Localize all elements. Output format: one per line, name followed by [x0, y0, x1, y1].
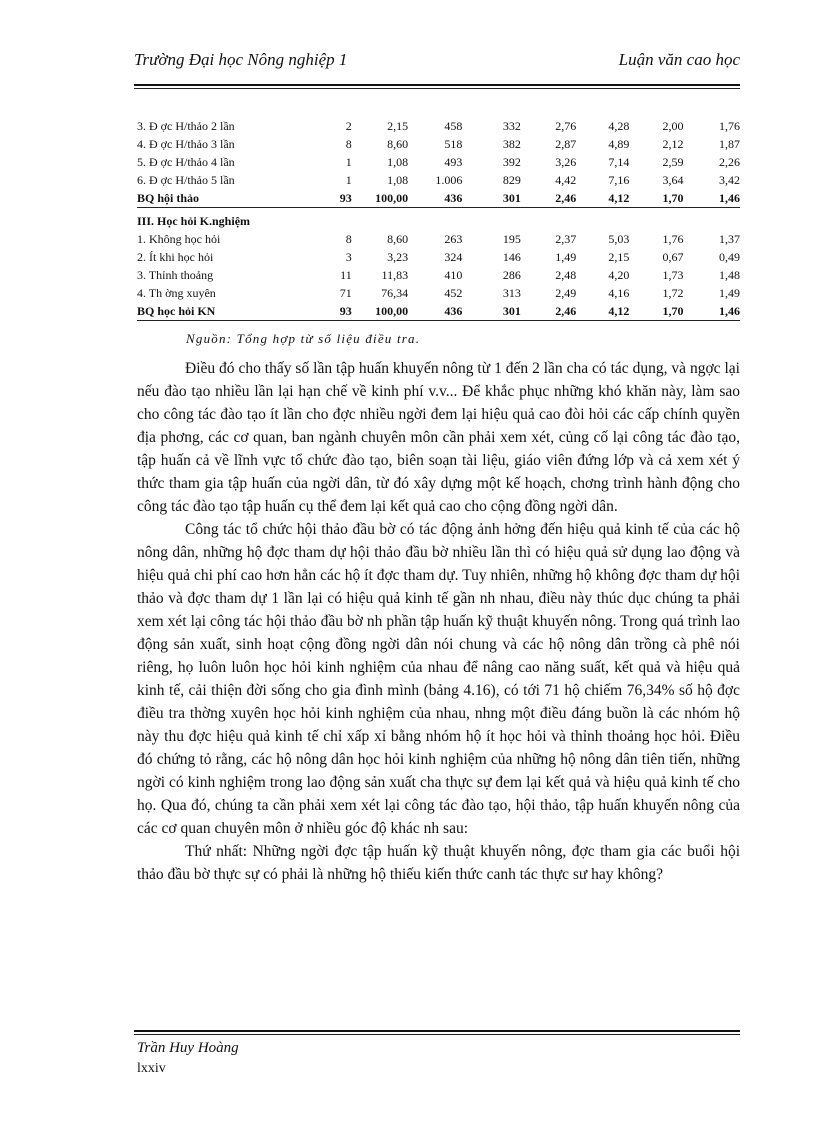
- table-row: [137, 189, 740, 208]
- table-cell: 458: [444, 119, 463, 133]
- table-cell: 76,34: [381, 286, 409, 300]
- table-row: [137, 117, 740, 135]
- table-cell: 2,49: [555, 286, 577, 300]
- table-cell: 1.006: [435, 173, 463, 187]
- table-row: [137, 266, 740, 284]
- table-cell: 100,00: [352, 189, 408, 208]
- table-cell: 1,70: [629, 302, 683, 321]
- table-cell: 8,60: [387, 232, 409, 246]
- header-university: Trường Đại học Nông nghiệp 1: [134, 50, 348, 69]
- table-row: [137, 248, 740, 266]
- section-row: [137, 208, 740, 231]
- table-cell: 829: [502, 173, 521, 187]
- page-number: lxxiv: [137, 1061, 166, 1076]
- row-label: 4. Th ờng xuyên: [137, 286, 216, 300]
- row-label: 3. Thỉnh thoảng: [137, 268, 214, 282]
- row-label: 2. Ít khi học hỏi: [137, 250, 214, 264]
- table-cell: 263: [444, 232, 463, 246]
- table-cell: 332: [502, 119, 521, 133]
- table-cell: 2,59: [662, 155, 684, 169]
- table-cell: 2,87: [555, 137, 577, 151]
- header-rule-thin: [134, 88, 740, 89]
- table-cell: 7,16: [608, 173, 630, 187]
- table-cell: 8,60: [387, 137, 409, 151]
- table-cell: 436: [408, 302, 462, 321]
- header-thesis-type: Luận văn cao học: [618, 50, 740, 69]
- table-cell: 1,49: [719, 286, 740, 300]
- table-cell: 93: [324, 189, 352, 208]
- table-cell: 493: [444, 155, 463, 169]
- table-cell: 4,28: [608, 119, 630, 133]
- table-cell: 286: [502, 268, 521, 282]
- row-label: 3. Đ ợc H/thảo 2 lần: [137, 119, 235, 133]
- table-cell: 4,16: [608, 286, 630, 300]
- table-cell: 392: [502, 155, 521, 169]
- table-cell: 100,00: [352, 302, 408, 321]
- row-label: 5. Đ ợc H/thảo 4 lần: [137, 155, 235, 169]
- table-cell: 2,15: [608, 250, 630, 264]
- table-cell: 4,89: [608, 137, 630, 151]
- table-cell: 1: [345, 155, 352, 169]
- paragraph: Điều đó cho thấy số lần tập huấn khuyến nông từ 1 đến 2 lần cha có tác dụng, và ngợc lại nếu đào tạo nhiều lần lại hạn chế về kinh phí v.v... Để khắc phục những khó khăn này, làm sao cho công tác đào tạo ít lần cho đợc nhiều ngời đem lại hiệu quả cao đòi hỏi các cấp chính quyền địa phơng, các cơ quan, ban ngành chuyên môn cần phải xem xét, củng cố lại công tác đào tạo, tập huấn cả về lĩnh vực tổ chức đào tạo, biên soạn tài liệu, giáo viên đứng lớp và cả xem xét ý thức tham gia tập huấn của ngời dân, từ đó xây dựng một kế hoạch, chơng trình hành động cho công tác đào tạo tập huấn cụ thể đem lại kết quả cao cho cộng đồng ngời dân.: [137, 360, 740, 515]
- row-label: BQ học hỏi KN: [137, 302, 324, 321]
- table-cell: 3,42: [719, 173, 740, 187]
- table-cell: 1,37: [719, 232, 740, 246]
- table-cell: 2,48: [555, 268, 577, 282]
- table-cell: 436: [408, 189, 462, 208]
- table-cell: 2,15: [387, 119, 409, 133]
- table-cell: 1,46: [684, 189, 740, 208]
- table-cell: 1,73: [662, 268, 684, 282]
- table-cell: 1,08: [387, 173, 409, 187]
- table-cell: 301: [462, 189, 521, 208]
- table-cell: 324: [444, 250, 463, 264]
- page-header: [134, 50, 740, 74]
- table-row: [137, 171, 740, 189]
- table-cell: 1,48: [719, 268, 740, 282]
- table-cell: 1,08: [387, 155, 409, 169]
- table-row: [137, 230, 740, 248]
- table-cell: 4,20: [608, 268, 630, 282]
- table-cell: 7,14: [608, 155, 630, 169]
- header-rule: [134, 84, 740, 86]
- table-cell: 4,12: [576, 189, 629, 208]
- table-cell: 382: [502, 137, 521, 151]
- table-cell: 2,00: [662, 119, 684, 133]
- table-cell: 1,76: [719, 119, 740, 133]
- paragraph: Công tác tổ chức hội thảo đầu bờ có tác động ảnh hởng đến hiệu quả kinh tế của các hộ nông dân, những hộ đợc tham dự hội thảo đầu bờ nhiều lần thì có hiệu quả sử dụng lao động và hiệu quả chi phí cao hơn hẳn các hộ ít đợc tham dự. Tuy nhiên, những hộ không đợc tham dự hội thảo và đợc tham dự 1 lần lại có hiệu quả kinh tế gần nh nhau, điều này thúc dục chúng ta phải xem xét lại công tác hội thảo đầu bờ nh phần tập huấn kỹ thuật khuyến nông. Trong quá trình lao động sản xuất, sinh hoạt cộng đồng ngời dân nói chung và các hộ nông dân trồng cà phê nói riêng, họ luôn luôn học hỏi kinh nghiệm của nhau để nâng cao năng suất, kết quả và hiệu quả kinh tế, cải thiện đời sống cho gia đình mình (bảng 4.16), có tới 71 hộ chiếm 76,34% số hộ đợc điều tra thờng xuyên học hỏi kinh nghiệm của nhau, nhng một điều đáng buồn là các nhóm hộ này thu đợc hiệu quả kinh tế chỉ xấp xỉ bằng nhóm hộ ít học hỏi và thỉnh thoảng học hỏi. Điều đó chứng tỏ rằng, các hộ nông dân học hỏi kinh nghiệm của những hộ nông dân tiên tiến, những ngời có kinh nghiệm trong lao động sản xuất cha thực sự đem lại kết quả và hiệu quả kinh tế cho họ. Qua đó, chúng ta cần phải xem xét lại công tác đào tạo, hội thảo, tập huấn khuyến nông của các cơ quan chuyên môn ở nhiều góc độ khác nh sau:: [137, 521, 740, 837]
- table-row: [137, 135, 740, 153]
- table-cell: 1,76: [662, 232, 684, 246]
- table-cell: 0,67: [662, 250, 684, 264]
- table-cell: 1: [345, 173, 352, 187]
- table-cell: 3,23: [387, 250, 409, 264]
- table-row: [137, 302, 740, 321]
- table-cell: 2,26: [719, 155, 740, 169]
- table-cell: 5,03: [608, 232, 630, 246]
- table-cell: 2: [345, 119, 352, 133]
- table-cell: 3: [345, 250, 352, 264]
- row-label: 4. Đ ợc H/thảo 3 lần: [137, 137, 235, 151]
- table-cell: 1,70: [629, 189, 683, 208]
- table-cell: 3,64: [662, 173, 684, 187]
- table-cell: 1,49: [555, 250, 577, 264]
- table-cell: 4,42: [555, 173, 577, 187]
- table-cell: 2,37: [555, 232, 577, 246]
- author-name: Trần Huy Hoàng: [137, 1040, 239, 1056]
- row-label: 6. Đ ợc H/thảo 5 lần: [137, 173, 235, 187]
- table-row: [137, 153, 740, 171]
- table-cell: 3,26: [555, 155, 577, 169]
- row-label: BQ hội thảo: [137, 189, 324, 208]
- table-cell: 0,49: [719, 250, 740, 264]
- section-heading: III. Học hỏi K.nghiệm: [137, 214, 251, 228]
- table-cell: 2,46: [521, 189, 576, 208]
- table-cell: 195: [502, 232, 521, 246]
- table-cell: 2,76: [555, 119, 577, 133]
- table-cell: 4,12: [576, 302, 629, 321]
- table-cell: 93: [324, 302, 352, 321]
- row-label: 1. Không học hỏi: [137, 232, 221, 246]
- table-cell: 11,83: [381, 268, 409, 282]
- paragraph: Thứ nhất: Những ngời đợc tập huấn kỹ thuật khuyến nông, đợc tham gia các buổi hội thảo đầu bờ thực sự có phải là những hộ thiếu kiến thức canh tác thực sư hay không?: [137, 843, 740, 883]
- footer-rule-thin: [134, 1034, 740, 1035]
- table-cell: 2,46: [521, 302, 576, 321]
- data-table: [137, 117, 740, 321]
- footer-rule: [134, 1030, 740, 1032]
- body-text: [137, 357, 740, 886]
- table-cell: 313: [502, 286, 521, 300]
- table-row: [137, 284, 740, 302]
- table-cell: 452: [444, 286, 463, 300]
- table-cell: 410: [444, 268, 463, 282]
- table-cell: 146: [502, 250, 521, 264]
- table-cell: 8: [345, 137, 352, 151]
- table-cell: 301: [462, 302, 521, 321]
- table-cell: 8: [345, 232, 352, 246]
- table-cell: 1,72: [662, 286, 684, 300]
- table-cell: 1,46: [684, 302, 740, 321]
- table-cell: 2,12: [662, 137, 684, 151]
- table-cell: 1,87: [719, 137, 740, 151]
- table-cell: 71: [339, 286, 352, 300]
- table-source: Nguồn: Tổng hợp từ số liệu điều tra.: [186, 331, 421, 346]
- table-cell: 11: [340, 268, 352, 282]
- table-cell: 518: [444, 137, 463, 151]
